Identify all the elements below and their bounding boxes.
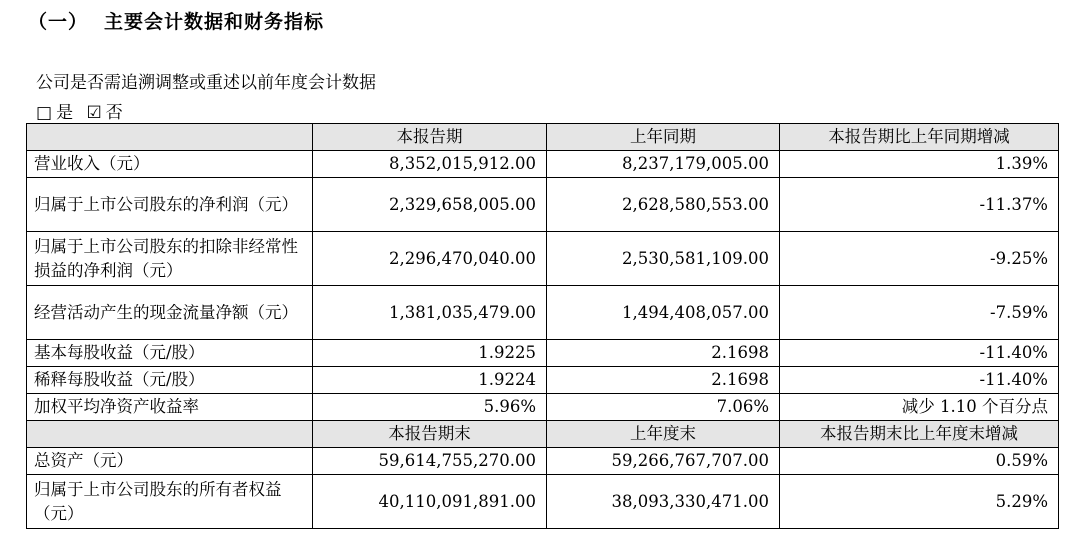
yes-label: 是 xyxy=(56,103,74,123)
current-period-value: 8,352,015,912.00 xyxy=(313,151,547,178)
row-label: 稀释每股收益（元/股） xyxy=(27,367,313,394)
prior-period-value: 8,237,179,005.00 xyxy=(547,151,780,178)
prior-period-value: 38,093,330,471.00 xyxy=(547,475,780,529)
change-value: 1.39% xyxy=(780,151,1059,178)
table-row xyxy=(27,340,1059,367)
no-label: 否 xyxy=(105,103,123,123)
prior-period-value: 2.1698 xyxy=(547,340,780,367)
financial-indicators-table xyxy=(26,123,1059,529)
header-blank-cell xyxy=(27,421,313,448)
table-row xyxy=(27,232,1059,286)
row-label: 归属于上市公司股东的所有者权益（元） xyxy=(27,475,313,529)
no-checkbox[interactable] xyxy=(86,103,126,123)
table-row xyxy=(27,367,1059,394)
unchecked-box-icon: □ xyxy=(36,103,53,123)
current-period-value: 2,329,658,005.00 xyxy=(313,178,547,232)
column-header: 本报告期比上年同期增减 xyxy=(780,124,1059,151)
row-label: 加权平均净资产收益率 xyxy=(27,394,313,421)
prior-period-value: 2,628,580,553.00 xyxy=(547,178,780,232)
current-period-value: 1,381,035,479.00 xyxy=(313,286,547,340)
header-blank-cell xyxy=(27,124,313,151)
prior-period-value: 2,530,581,109.00 xyxy=(547,232,780,286)
row-label: 总资产（元） xyxy=(27,448,313,475)
change-value: -7.59% xyxy=(780,286,1059,340)
change-value: -11.37% xyxy=(780,178,1059,232)
prior-period-value: 2.1698 xyxy=(547,367,780,394)
column-header: 上年同期 xyxy=(547,124,780,151)
change-value: -11.40% xyxy=(780,367,1059,394)
column-header: 本报告期末 xyxy=(313,421,547,448)
change-value: 0.59% xyxy=(780,448,1059,475)
table-row xyxy=(27,475,1059,529)
change-value: 减少 1.10 个百分点 xyxy=(780,394,1059,421)
table-row xyxy=(27,178,1059,232)
row-label: 经营活动产生的现金流量净额（元） xyxy=(27,286,313,340)
current-period-value: 5.96% xyxy=(313,394,547,421)
prior-period-value: 7.06% xyxy=(547,394,780,421)
current-period-value: 2,296,470,040.00 xyxy=(313,232,547,286)
current-period-value: 1.9224 xyxy=(313,367,547,394)
current-period-value: 59,614,755,270.00 xyxy=(313,448,547,475)
row-label: 归属于上市公司股东的净利润（元） xyxy=(27,178,313,232)
section-number: （一） xyxy=(28,11,89,33)
row-label: 基本每股收益（元/股） xyxy=(27,340,313,367)
column-header: 上年度末 xyxy=(547,421,780,448)
change-value: 5.29% xyxy=(780,475,1059,529)
table-row xyxy=(27,448,1059,475)
row-label: 归属于上市公司股东的扣除非经常性损益的净利润（元） xyxy=(27,232,313,286)
column-header: 本报告期末比上年度末增减 xyxy=(780,421,1059,448)
restatement-options xyxy=(36,98,131,123)
current-period-value: 1.9225 xyxy=(313,340,547,367)
table-row xyxy=(27,286,1059,340)
row-label: 营业收入（元） xyxy=(27,151,313,178)
table-header-row xyxy=(27,124,1059,151)
table-row xyxy=(27,394,1059,421)
prior-period-value: 1,494,408,057.00 xyxy=(547,286,780,340)
restatement-question: 公司是否需追溯调整或重述以前年度会计数据 xyxy=(36,73,376,93)
column-header: 本报告期 xyxy=(313,124,547,151)
current-period-value: 40,110,091,891.00 xyxy=(313,475,547,529)
section-heading xyxy=(28,7,324,34)
change-value: -11.40% xyxy=(780,340,1059,367)
prior-period-value: 59,266,767,707.00 xyxy=(547,448,780,475)
yes-checkbox[interactable] xyxy=(36,103,77,123)
section-title: 主要会计数据和财务指标 xyxy=(104,11,325,33)
checked-box-icon: ☑ xyxy=(86,103,102,123)
table-row xyxy=(27,151,1059,178)
table-header-row xyxy=(27,421,1059,448)
change-value: -9.25% xyxy=(780,232,1059,286)
